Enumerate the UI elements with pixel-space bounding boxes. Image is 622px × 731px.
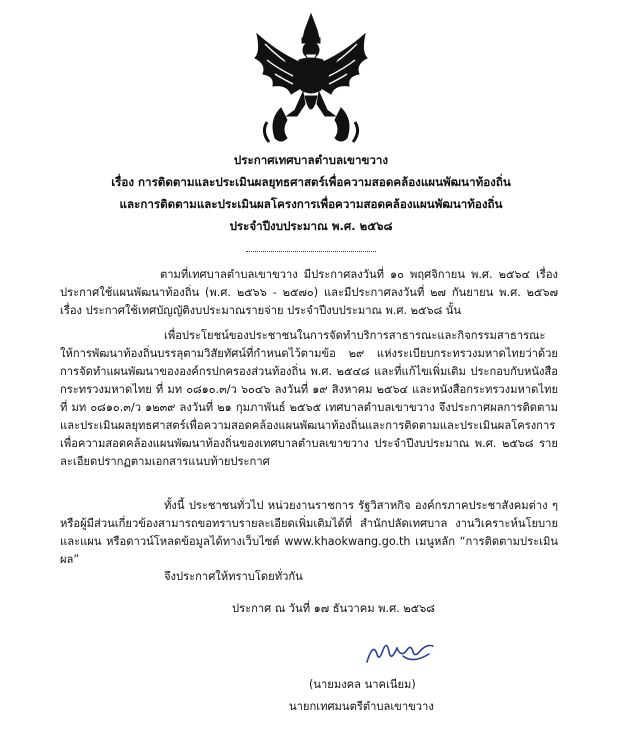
closing-statement: จึงประกาศให้ทราบโดยทั่วกัน xyxy=(164,570,303,583)
subject-line-2: และการติดตามและประเมินผลโครงการเพื่อความสอดคล้องแผนพัฒนาท้องถิ่น xyxy=(119,197,503,211)
announcement-title: ประกาศเทศบาลตำบลเขาขวาง xyxy=(233,153,389,167)
signatory-position: นายกเทศมนตรีตำบลเขาขวาง xyxy=(289,700,434,713)
dotted-divider xyxy=(246,251,376,252)
garuda-emblem-icon xyxy=(247,12,375,147)
subject-line-1: เรื่อง การติดตามและประเมินผลยุทธศาสตร์เพื่อความสอดคล้องแผนพัฒนาท้องถิ่น xyxy=(111,175,511,189)
fiscal-year-line: ประจำปีงบประมาณ พ.ศ. ๒๕๖๘ xyxy=(229,219,393,233)
handwritten-signature xyxy=(363,636,435,670)
paragraph-1: ตามที่เทศบาลตำบลเขาขวาง มีประกาศลงวันที่ ๑๐ พฤศจิกายน พ.ศ. ๒๕๖๔ เรื่อง ประกาศใช้แผนพัฒนาท้องถิ่น (พ.ศ. ๒๕๖๖ - ๒๕๗๐) และมีประกาศลงวันที่ ๒๗ กันยายน พ.ศ. ๒๕๖๗ เรื่อง ประกาศใช้เทศบัญญัติงบประมาณรายจ่าย ประจำปีงบประมาณ พ.ศ. ๒๕๖๘ นั้น xyxy=(60,268,558,317)
dateline: ประกาศ ณ วันที่ ๑๗ ธันวาคม พ.ศ. ๒๕๖๘ xyxy=(232,602,435,615)
paragraph-2: เพื่อประโยชน์ของประชาชนในการจัดทำบริการสาธารณะและกิจกรรมสาธารณะให้การพัฒนาท้องถิ่นบรรลุตามวิสัยทัศน์ที่กำหนดไว้ตามข้อ ๒๙ แห่งระเบียบกระทรวงมหาดไทยว่าด้วยการจัดทำแผนพัฒนาขององค์กรปกครองส่วนท้องถิ่น พ.ศ. ๒๕๔๘ และที่แก้ไขเพิ่มเติม ประกอบกับหนังสือกระทรวงมหาดไทย ที่ มท ๐๘๑๐.๓/ว ๖๐๔๖ ลงวันที่ ๑๙ สิงหาคม ๒๕๖๔ และหนังสือกระทรวงมหาดไทย ที่ มท ๐๘๑๐.๓/ว ๑๒๓๙ ลงวันที่ ๒๑ กุมภาพันธ์ ๒๕๖๕ เทศบาลตำบลเขาขวาง จึงประกาศผลการติดตามและประเมินผลยุทธศาสตร์เพื่อความสอดคล้องแผนพัฒนาท้องถิ่นและการติดตามและประเมินผลโครงการเพื่อความสอดคล้องแผนพัฒนาท้องถิ่นของเทศบาลตำบลเขาขวาง ประจำปีงบประมาณ พ.ศ. ๒๕๖๘ รายละเอียดปรากฏตามเอกสารแนบท้ายประกาศ xyxy=(60,329,558,468)
signatory-name: (นายมงคล นาคเนียม) xyxy=(309,678,416,691)
paragraph-3: ทั้งนี้ ประชาชนทั่วไป หน่วยงานราชการ รัฐวิสาหกิจ องค์กรภาคประชาสังคมต่าง ๆ หรือผู้มีส่วนเกี่ยวข้องสามารถขอทราบรายละเอียดเพิ่มเติมได้ที่ สำนักปลัดเทศบาล งานวิเคราะห์นโยบายและแผน หรือดาวน์โหลดข้อมูลได้ทางเว็บไซต์ www.khaokwang.go.th เมนูหลัก “การติดตามประเมินผล” xyxy=(60,499,558,566)
